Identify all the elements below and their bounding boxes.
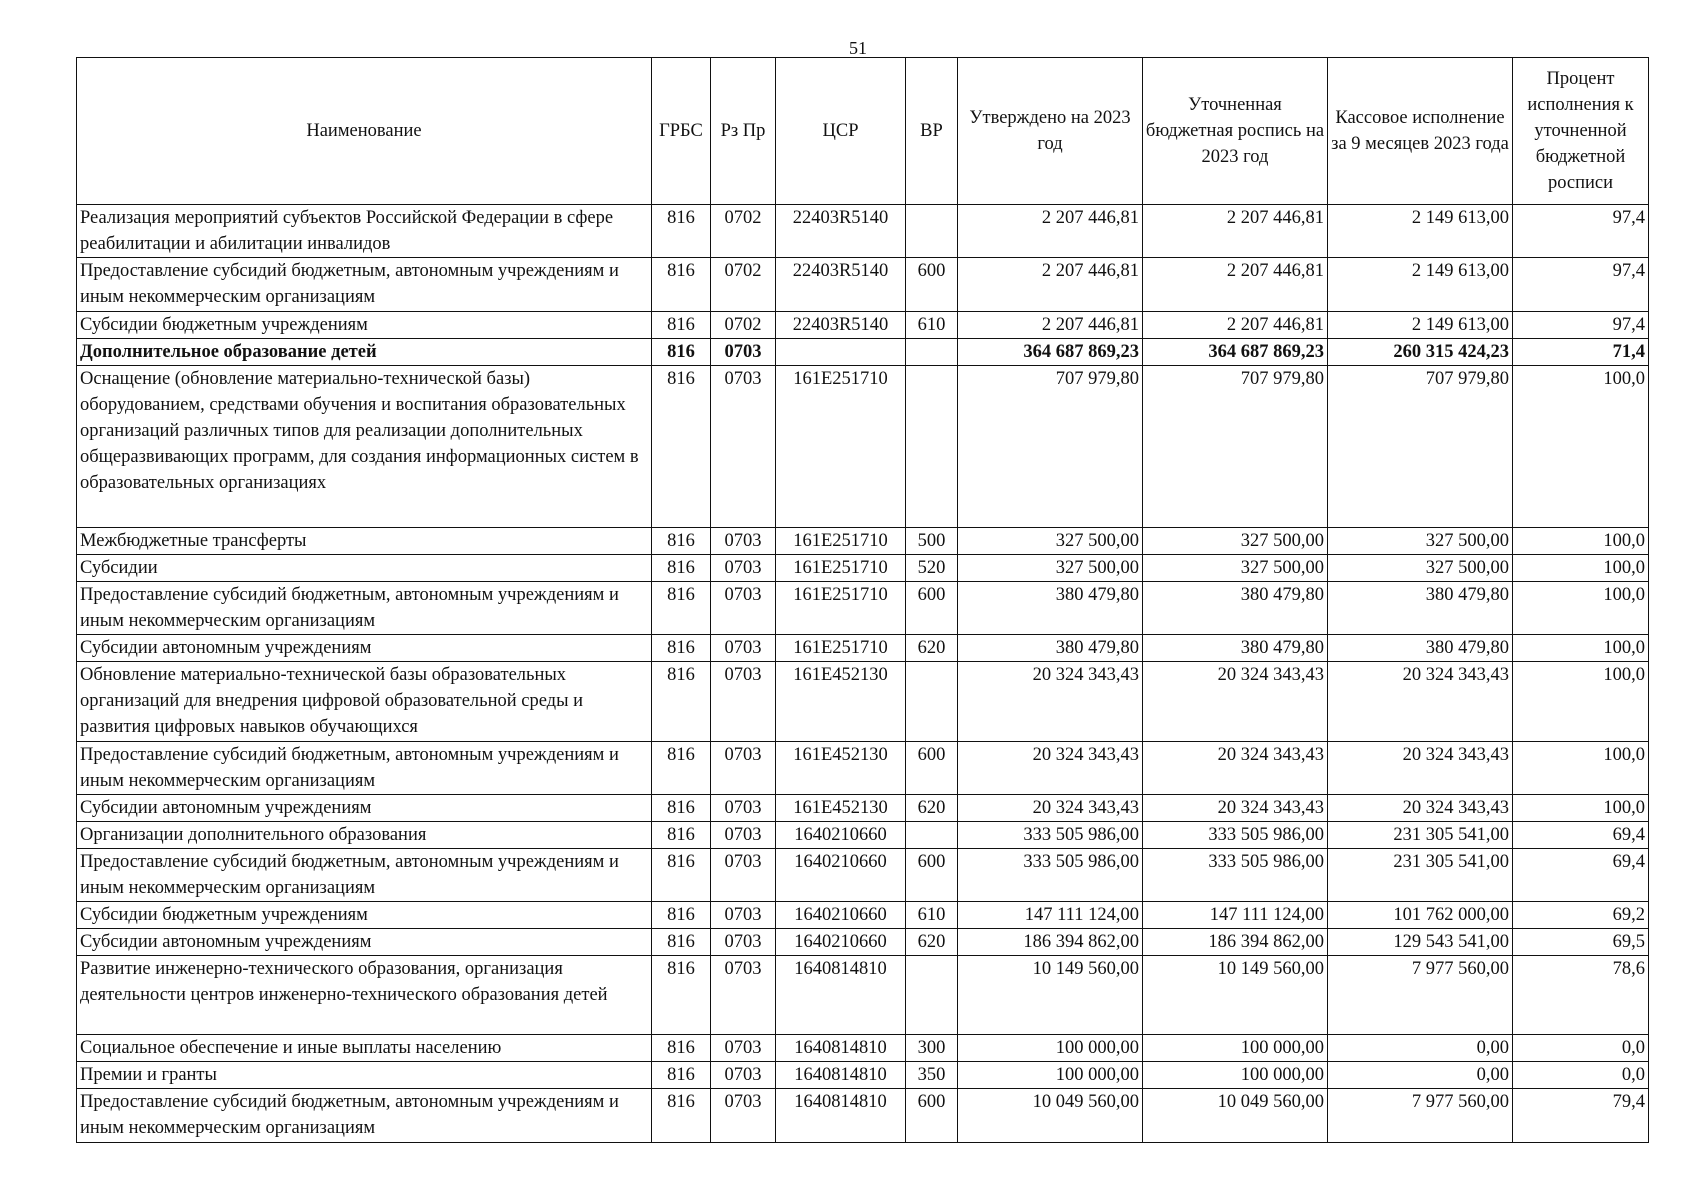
table-cell-approved: 20 324 343,43 xyxy=(958,742,1143,795)
table-cell-csr: 161E251710 xyxy=(776,366,906,528)
table-cell-rzpr: 0703 xyxy=(711,929,776,956)
table-row xyxy=(77,822,1649,849)
table-cell-csr: 161E251710 xyxy=(776,555,906,582)
table-cell-rzpr: 0703 xyxy=(711,1062,776,1089)
table-cell-name: Предоставление субсидий бюджетным, автономным учреждениям и иным некоммерческим организациям xyxy=(77,258,652,312)
table-cell-rzpr: 0702 xyxy=(711,205,776,258)
table-cell-approved: 2 207 446,81 xyxy=(958,205,1143,258)
table-cell-rzpr: 0703 xyxy=(711,795,776,822)
header-grbs: ГРБС xyxy=(652,58,711,205)
table-row xyxy=(77,312,1649,339)
table-cell-grbs: 816 xyxy=(652,555,711,582)
table-cell-refined: 147 111 124,00 xyxy=(1143,902,1328,929)
table-cell-rzpr: 0703 xyxy=(711,366,776,528)
table-cell-name: Субсидии бюджетным учреждениям xyxy=(77,902,652,929)
table-cell-percent: 97,4 xyxy=(1513,312,1649,339)
header-refined: Уточненная бюджетная роспись на 2023 год xyxy=(1143,58,1328,205)
table-cell-refined: 364 687 869,23 xyxy=(1143,339,1328,366)
table-cell-vr: 610 xyxy=(906,312,958,339)
table-cell-vr: 600 xyxy=(906,258,958,312)
table-cell-refined: 100 000,00 xyxy=(1143,1062,1328,1089)
table-cell-grbs: 816 xyxy=(652,1062,711,1089)
table-cell-grbs: 816 xyxy=(652,312,711,339)
table-cell-name: Премии и гранты xyxy=(77,1062,652,1089)
table-cell-refined: 327 500,00 xyxy=(1143,528,1328,555)
table-cell-cash: 7 977 560,00 xyxy=(1328,1089,1513,1143)
table-cell-approved: 100 000,00 xyxy=(958,1062,1143,1089)
table-cell-approved: 364 687 869,23 xyxy=(958,339,1143,366)
table-cell-grbs: 816 xyxy=(652,366,711,528)
table-cell-vr xyxy=(906,366,958,528)
table-cell-approved: 380 479,80 xyxy=(958,635,1143,662)
table-cell-percent: 100,0 xyxy=(1513,528,1649,555)
table-cell-name: Субсидии xyxy=(77,555,652,582)
table-cell-cash: 129 543 541,00 xyxy=(1328,929,1513,956)
page-number: 51 xyxy=(849,38,867,58)
table-cell-vr xyxy=(906,205,958,258)
table-cell-name: Оснащение (обновление материально-технической базы) оборудованием, средствами обучения и воспитания образовательных организаций различных типов для реализации дополнительных общеразвивающих программ, для создания информационных систем в образовательных организациях xyxy=(77,366,652,528)
table-cell-vr: 600 xyxy=(906,582,958,635)
table-cell-name: Предоставление субсидий бюджетным, автономным учреждениям и иным некоммерческим организациям xyxy=(77,849,652,902)
table-cell-vr: 300 xyxy=(906,1035,958,1062)
table-row xyxy=(77,662,1649,742)
header-vr: ВР xyxy=(906,58,958,205)
table-cell-csr: 1640814810 xyxy=(776,1089,906,1143)
table-cell-percent: 100,0 xyxy=(1513,662,1649,742)
table-cell-approved: 327 500,00 xyxy=(958,555,1143,582)
table-cell-csr: 22403R5140 xyxy=(776,258,906,312)
table-cell-vr: 500 xyxy=(906,528,958,555)
table-cell-refined: 10 149 560,00 xyxy=(1143,956,1328,1035)
table-row xyxy=(77,1035,1649,1062)
table-row xyxy=(77,742,1649,795)
table-cell-percent: 100,0 xyxy=(1513,635,1649,662)
table-cell-approved: 20 324 343,43 xyxy=(958,662,1143,742)
table-cell-refined: 333 505 986,00 xyxy=(1143,849,1328,902)
table-row xyxy=(77,528,1649,555)
table-cell-approved: 333 505 986,00 xyxy=(958,849,1143,902)
header-percent: Процент исполнения к уточненной бюджетной росписи xyxy=(1513,58,1649,205)
table-cell-rzpr: 0703 xyxy=(711,1089,776,1143)
table-cell-approved: 327 500,00 xyxy=(958,528,1143,555)
table-row xyxy=(77,366,1649,528)
table-cell-grbs: 816 xyxy=(652,956,711,1035)
table-cell-cash: 231 305 541,00 xyxy=(1328,822,1513,849)
table-cell-vr: 520 xyxy=(906,555,958,582)
table-cell-percent: 69,5 xyxy=(1513,929,1649,956)
table-cell-cash: 101 762 000,00 xyxy=(1328,902,1513,929)
table-cell-cash: 2 149 613,00 xyxy=(1328,258,1513,312)
table-cell-csr: 161E452130 xyxy=(776,795,906,822)
table-row xyxy=(77,205,1649,258)
table-row xyxy=(77,956,1649,1035)
header-csr: ЦСР xyxy=(776,58,906,205)
table-row xyxy=(77,339,1649,366)
table-cell-grbs: 816 xyxy=(652,205,711,258)
table-cell-grbs: 816 xyxy=(652,528,711,555)
table-cell-vr: 620 xyxy=(906,795,958,822)
table-cell-cash: 0,00 xyxy=(1328,1035,1513,1062)
table-cell-grbs: 816 xyxy=(652,339,711,366)
table-cell-cash: 380 479,80 xyxy=(1328,582,1513,635)
table-cell-csr: 22403R5140 xyxy=(776,205,906,258)
table-cell-rzpr: 0703 xyxy=(711,555,776,582)
table-cell-percent: 78,6 xyxy=(1513,956,1649,1035)
table-cell-vr: 600 xyxy=(906,1089,958,1143)
table-cell-cash: 20 324 343,43 xyxy=(1328,662,1513,742)
table-cell-percent: 69,4 xyxy=(1513,849,1649,902)
table-header-row xyxy=(77,58,1649,205)
table-cell-csr: 1640814810 xyxy=(776,1062,906,1089)
table-cell-name: Предоставление субсидий бюджетным, автономным учреждениям и иным некоммерческим организациям xyxy=(77,742,652,795)
table-cell-refined: 20 324 343,43 xyxy=(1143,795,1328,822)
table-cell-cash: 260 315 424,23 xyxy=(1328,339,1513,366)
table-cell-approved: 333 505 986,00 xyxy=(958,822,1143,849)
table-cell-name: Предоставление субсидий бюджетным, автономным учреждениям и иным некоммерческим организациям xyxy=(77,582,652,635)
table-cell-cash: 231 305 541,00 xyxy=(1328,849,1513,902)
table-cell-csr: 161E452130 xyxy=(776,662,906,742)
table-cell-percent: 100,0 xyxy=(1513,795,1649,822)
table-cell-approved: 380 479,80 xyxy=(958,582,1143,635)
table-cell-grbs: 816 xyxy=(652,849,711,902)
table-row xyxy=(77,902,1649,929)
table-cell-refined: 2 207 446,81 xyxy=(1143,205,1328,258)
table-cell-cash: 2 149 613,00 xyxy=(1328,205,1513,258)
table-cell-approved: 10 049 560,00 xyxy=(958,1089,1143,1143)
table-body xyxy=(77,205,1649,1143)
table-cell-approved: 10 149 560,00 xyxy=(958,956,1143,1035)
table-cell-percent: 0,0 xyxy=(1513,1035,1649,1062)
table-cell-vr: 600 xyxy=(906,849,958,902)
table-cell-rzpr: 0703 xyxy=(711,902,776,929)
table-cell-refined: 707 979,80 xyxy=(1143,366,1328,528)
table-cell-approved: 2 207 446,81 xyxy=(958,258,1143,312)
table-cell-refined: 333 505 986,00 xyxy=(1143,822,1328,849)
table-row xyxy=(77,1062,1649,1089)
table-cell-name: Межбюджетные трансферты xyxy=(77,528,652,555)
table-cell-rzpr: 0703 xyxy=(711,582,776,635)
table-cell-grbs: 816 xyxy=(652,582,711,635)
table-cell-rzpr: 0703 xyxy=(711,849,776,902)
table-cell-percent: 100,0 xyxy=(1513,366,1649,528)
table-cell-rzpr: 0702 xyxy=(711,258,776,312)
table-cell-vr: 600 xyxy=(906,742,958,795)
table-cell-cash: 20 324 343,43 xyxy=(1328,742,1513,795)
table-cell-percent: 69,4 xyxy=(1513,822,1649,849)
table-cell-csr xyxy=(776,339,906,366)
table-cell-cash: 20 324 343,43 xyxy=(1328,795,1513,822)
table-row xyxy=(77,1089,1649,1143)
table-cell-name: Предоставление субсидий бюджетным, автономным учреждениям и иным некоммерческим организациям xyxy=(77,1089,652,1143)
table-cell-approved: 707 979,80 xyxy=(958,366,1143,528)
table-cell-name: Обновление материально-технической базы образовательных организаций для внедрения цифровой образовательной среды и развития цифровых навыков обучающихся xyxy=(77,662,652,742)
table-cell-csr: 161E251710 xyxy=(776,582,906,635)
table-cell-name: Дополнительное образование детей xyxy=(77,339,652,366)
table-cell-vr xyxy=(906,956,958,1035)
table-cell-rzpr: 0703 xyxy=(711,822,776,849)
table-cell-rzpr: 0703 xyxy=(711,635,776,662)
table-cell-grbs: 816 xyxy=(652,1035,711,1062)
table-cell-refined: 186 394 862,00 xyxy=(1143,929,1328,956)
table-cell-csr: 1640210660 xyxy=(776,929,906,956)
table-cell-name: Социальное обеспечение и иные выплаты населению xyxy=(77,1035,652,1062)
table-cell-csr: 1640814810 xyxy=(776,956,906,1035)
budget-table xyxy=(76,57,1649,1143)
table-cell-percent: 97,4 xyxy=(1513,205,1649,258)
table-cell-cash: 380 479,80 xyxy=(1328,635,1513,662)
table-cell-name: Субсидии автономным учреждениям xyxy=(77,929,652,956)
table-cell-grbs: 816 xyxy=(652,929,711,956)
table-cell-rzpr: 0703 xyxy=(711,339,776,366)
table-cell-percent: 100,0 xyxy=(1513,582,1649,635)
table-cell-vr: 620 xyxy=(906,635,958,662)
table-row xyxy=(77,635,1649,662)
header-name: Наименование xyxy=(77,58,652,205)
table-cell-csr: 161E251710 xyxy=(776,635,906,662)
table-cell-csr: 161E251710 xyxy=(776,528,906,555)
table-row xyxy=(77,555,1649,582)
table-cell-csr: 1640814810 xyxy=(776,1035,906,1062)
table-cell-name: Реализация мероприятий субъектов Российской Федерации в сфере реабилитации и абилитации инвалидов xyxy=(77,205,652,258)
table-cell-percent: 100,0 xyxy=(1513,742,1649,795)
table-cell-vr xyxy=(906,339,958,366)
table-cell-grbs: 816 xyxy=(652,795,711,822)
header-cash: Кассовое исполнение за 9 месяцев 2023 года xyxy=(1328,58,1513,205)
table-cell-vr xyxy=(906,662,958,742)
table-cell-vr: 610 xyxy=(906,902,958,929)
table-cell-vr: 350 xyxy=(906,1062,958,1089)
header-rzpr: Рз Пр xyxy=(711,58,776,205)
table-cell-approved: 147 111 124,00 xyxy=(958,902,1143,929)
table-cell-refined: 10 049 560,00 xyxy=(1143,1089,1328,1143)
table-cell-refined: 327 500,00 xyxy=(1143,555,1328,582)
table-cell-grbs: 816 xyxy=(652,742,711,795)
table-cell-rzpr: 0703 xyxy=(711,662,776,742)
table-cell-grbs: 816 xyxy=(652,902,711,929)
table-cell-cash: 707 979,80 xyxy=(1328,366,1513,528)
table-cell-vr xyxy=(906,822,958,849)
table-cell-rzpr: 0702 xyxy=(711,312,776,339)
table-cell-vr: 620 xyxy=(906,929,958,956)
table-cell-percent: 100,0 xyxy=(1513,555,1649,582)
table-row xyxy=(77,258,1649,312)
header-approved: Утверждено на 2023 год xyxy=(958,58,1143,205)
table-cell-cash: 7 977 560,00 xyxy=(1328,956,1513,1035)
table-cell-cash: 327 500,00 xyxy=(1328,528,1513,555)
table-cell-refined: 20 324 343,43 xyxy=(1143,662,1328,742)
table-cell-rzpr: 0703 xyxy=(711,528,776,555)
table-cell-cash: 327 500,00 xyxy=(1328,555,1513,582)
table-cell-refined: 20 324 343,43 xyxy=(1143,742,1328,795)
table-cell-csr: 1640210660 xyxy=(776,822,906,849)
table-cell-csr: 1640210660 xyxy=(776,902,906,929)
table-cell-grbs: 816 xyxy=(652,1089,711,1143)
table-cell-rzpr: 0703 xyxy=(711,742,776,795)
table-cell-name: Субсидии автономным учреждениям xyxy=(77,635,652,662)
table-cell-name: Субсидии бюджетным учреждениям xyxy=(77,312,652,339)
table-cell-cash: 0,00 xyxy=(1328,1062,1513,1089)
table-cell-percent: 0,0 xyxy=(1513,1062,1649,1089)
table-cell-refined: 380 479,80 xyxy=(1143,582,1328,635)
table-cell-csr: 1640210660 xyxy=(776,849,906,902)
table-cell-approved: 2 207 446,81 xyxy=(958,312,1143,339)
table-cell-rzpr: 0703 xyxy=(711,1035,776,1062)
table-cell-percent: 69,2 xyxy=(1513,902,1649,929)
table-cell-name: Организации дополнительного образования xyxy=(77,822,652,849)
table-row xyxy=(77,795,1649,822)
table-cell-percent: 79,4 xyxy=(1513,1089,1649,1143)
table-cell-grbs: 816 xyxy=(652,822,711,849)
table-cell-percent: 71,4 xyxy=(1513,339,1649,366)
table-cell-name: Субсидии автономным учреждениям xyxy=(77,795,652,822)
table-cell-refined: 380 479,80 xyxy=(1143,635,1328,662)
table-cell-csr: 22403R5140 xyxy=(776,312,906,339)
table-cell-rzpr: 0703 xyxy=(711,956,776,1035)
table-cell-csr: 161E452130 xyxy=(776,742,906,795)
table-cell-refined: 2 207 446,81 xyxy=(1143,258,1328,312)
table-cell-refined: 2 207 446,81 xyxy=(1143,312,1328,339)
table-cell-cash: 2 149 613,00 xyxy=(1328,312,1513,339)
table-cell-refined: 100 000,00 xyxy=(1143,1035,1328,1062)
table-cell-approved: 100 000,00 xyxy=(958,1035,1143,1062)
table-cell-grbs: 816 xyxy=(652,635,711,662)
table-row xyxy=(77,582,1649,635)
table-cell-approved: 186 394 862,00 xyxy=(958,929,1143,956)
table-cell-percent: 97,4 xyxy=(1513,258,1649,312)
table-cell-name: Развитие инженерно-технического образования, организация деятельности центров инженерно-технического образования детей xyxy=(77,956,652,1035)
table-row xyxy=(77,849,1649,902)
table-cell-grbs: 816 xyxy=(652,258,711,312)
table-row xyxy=(77,929,1649,956)
table-cell-grbs: 816 xyxy=(652,662,711,742)
table-cell-approved: 20 324 343,43 xyxy=(958,795,1143,822)
